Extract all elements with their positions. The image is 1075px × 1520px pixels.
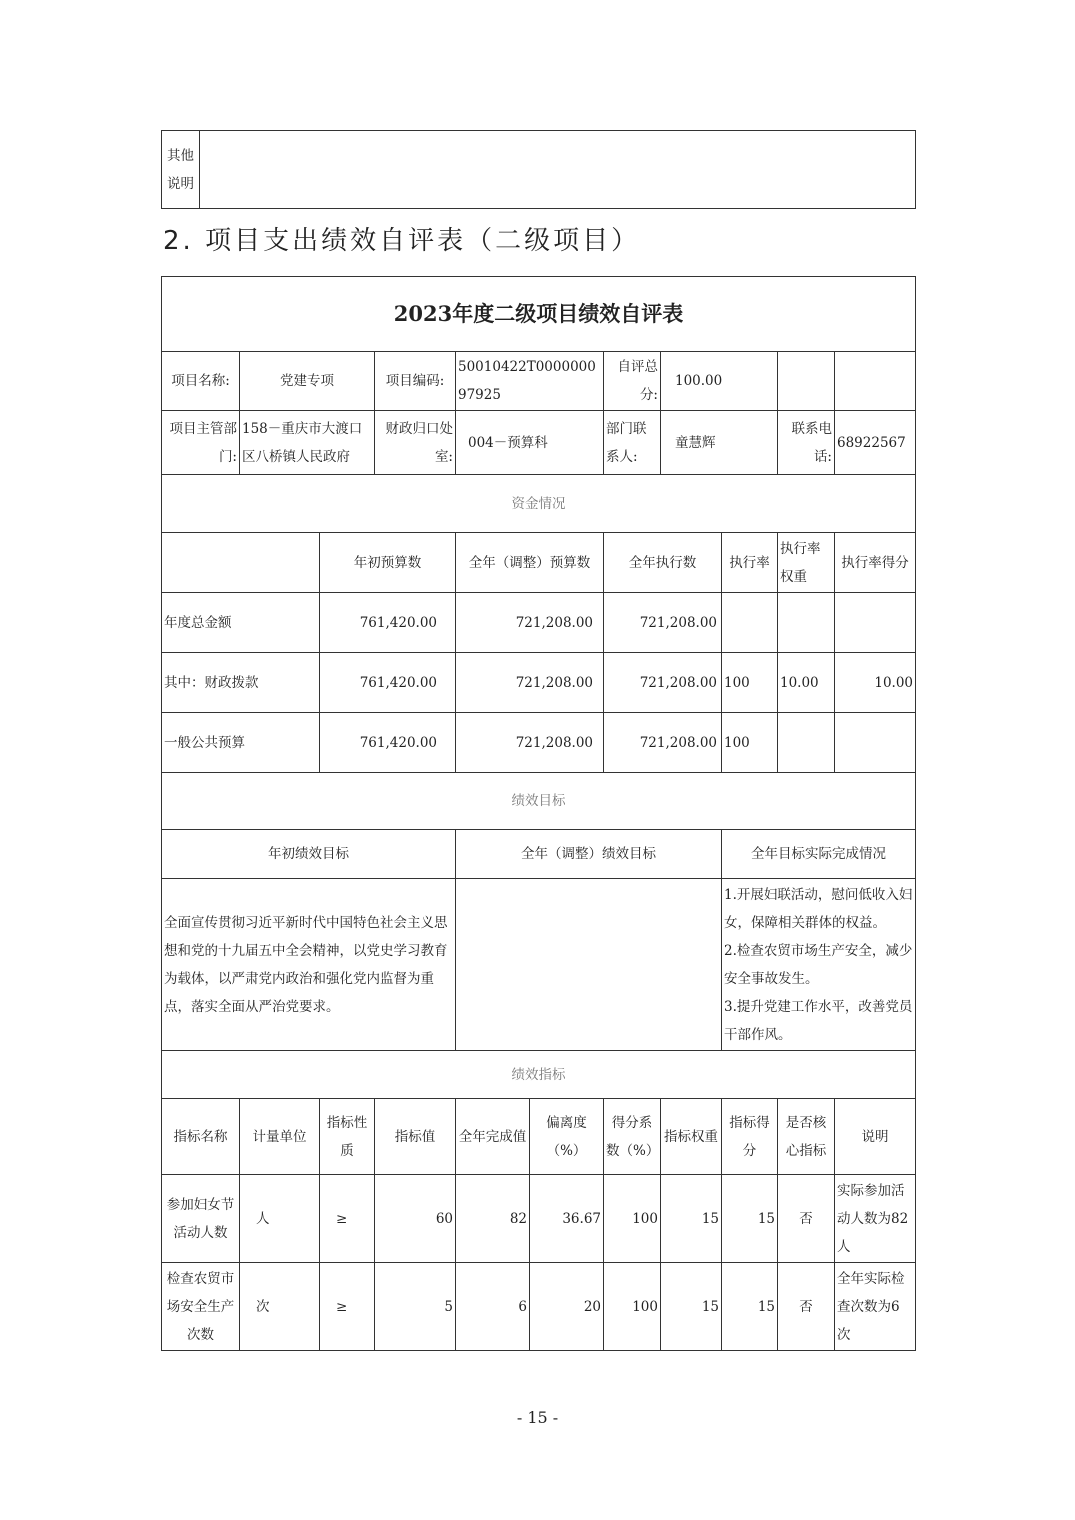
funds-adjusted: 721,208.00	[456, 713, 604, 773]
funds-initial: 761,420.00	[320, 593, 456, 653]
ind-header: 是否核心指标	[778, 1099, 835, 1175]
funds-executed: 721,208.00	[604, 593, 722, 653]
ind-weight: 15	[661, 1175, 722, 1263]
funds-initial: 761,420.00	[320, 713, 456, 773]
evaluation-table	[161, 276, 916, 1351]
page-number: - 15 -	[516, 1408, 559, 1427]
funds-row-label: 年度总金额	[162, 593, 320, 653]
ind-header: 得分系数（%）	[604, 1099, 661, 1175]
goals-actual-item: 3.提升党建工作水平，改善党员干部作风。	[724, 998, 913, 1043]
funds-score	[835, 713, 916, 773]
funds-section-label: 资金情况	[162, 475, 916, 533]
ind-weight: 15	[661, 1263, 722, 1351]
funds-header-initial: 年初预算数	[320, 533, 456, 593]
other-note-value	[200, 131, 916, 209]
empty-cell	[835, 352, 916, 411]
ind-name: 检查农贸市场安全生产次数	[162, 1263, 240, 1351]
funds-row-label: 其中：财政拨款	[162, 653, 320, 713]
funds-weight	[778, 713, 835, 773]
ind-actual: 82	[456, 1175, 530, 1263]
ind-note: 全年实际检查次数为6次	[835, 1263, 916, 1351]
funds-header-executed: 全年执行数	[604, 533, 722, 593]
ind-coefficient: 100	[604, 1175, 661, 1263]
ind-target: 60	[375, 1175, 456, 1263]
ind-note: 实际参加活动人数为82人	[835, 1175, 916, 1263]
funds-score: 10.00	[835, 653, 916, 713]
goals-initial-text: 全面宣传贯彻习近平新时代中国特色社会主义思想和党的十九届五中全会精神，以党史学习教育为载体，以严肃党内政治和强化党内监督为重点，落实全面从严治党要求。	[162, 879, 456, 1051]
goals-actual-text	[722, 879, 916, 1051]
goals-header-actual: 全年目标实际完成情况	[722, 830, 916, 879]
ind-header: 指标值	[375, 1099, 456, 1175]
ind-coefficient: 100	[604, 1263, 661, 1351]
funds-header-empty	[162, 533, 320, 593]
project-code-label: 项目编码:	[375, 352, 456, 411]
goals-actual-item: 2.检查农贸市场生产安全，减少安全事故发生。	[724, 942, 913, 987]
phone-label: 联系电话:	[778, 411, 835, 475]
ind-unit: 人	[240, 1175, 320, 1263]
indicators-section-label: 绩效指标	[162, 1051, 916, 1099]
table-row	[162, 1263, 916, 1351]
ind-header: 指标性质	[320, 1099, 375, 1175]
finance-office-label: 财政归口处室:	[375, 411, 456, 475]
ind-nature: ≥	[320, 1263, 375, 1351]
self-score-label: 自评总分:	[604, 352, 661, 411]
funds-weight	[778, 593, 835, 653]
section-heading: 2. 项目支出绩效自评表（二级项目）	[163, 226, 641, 256]
goals-actual-item: 1.开展妇联活动，慰问低收入妇女，保障相关群体的权益。	[724, 886, 913, 931]
goals-header-initial: 年初绩效目标	[162, 830, 456, 879]
ind-header: 说明	[835, 1099, 916, 1175]
table-row	[162, 1175, 916, 1263]
ind-score: 15	[722, 1263, 778, 1351]
ind-name: 参加妇女节活动人数	[162, 1175, 240, 1263]
ind-target: 5	[375, 1263, 456, 1351]
self-score-value: 100.00	[661, 352, 778, 411]
ind-header: 全年完成值	[456, 1099, 530, 1175]
table-row	[162, 593, 916, 653]
other-note-label: 其他 说明	[162, 131, 200, 209]
phone-value: 68922567	[835, 411, 916, 475]
funds-rate: 100	[722, 653, 778, 713]
funds-executed: 721,208.00	[604, 653, 722, 713]
table-row	[162, 653, 916, 713]
funds-rate: 100	[722, 713, 778, 773]
ind-header: 计量单位	[240, 1099, 320, 1175]
dept-label: 项目主管部门:	[162, 411, 240, 475]
ind-score: 15	[722, 1175, 778, 1263]
funds-header-score: 执行率得分	[835, 533, 916, 593]
form-title: 2023年度二级项目绩效自评表	[162, 277, 916, 352]
funds-header-adjusted: 全年（调整）预算数	[456, 533, 604, 593]
ind-core: 否	[778, 1175, 835, 1263]
ind-header: 指标得分	[722, 1099, 778, 1175]
ind-core: 否	[778, 1263, 835, 1351]
funds-rate	[722, 593, 778, 653]
funds-score	[835, 593, 916, 653]
ind-unit: 次	[240, 1263, 320, 1351]
funds-initial: 761,420.00	[320, 653, 456, 713]
funds-executed: 721,208.00	[604, 713, 722, 773]
funds-adjusted: 721,208.00	[456, 593, 604, 653]
dept-value: 158－重庆市大渡口区八桥镇人民政府	[240, 411, 375, 475]
ind-nature: ≥	[320, 1175, 375, 1263]
funds-row-label: 一般公共预算	[162, 713, 320, 773]
empty-cell	[778, 352, 835, 411]
funds-header-rate: 执行率	[722, 533, 778, 593]
finance-office-value: 004－预算科	[456, 411, 604, 475]
contact-value: 童慧辉	[661, 411, 778, 475]
ind-header: 指标权重	[661, 1099, 722, 1175]
ind-actual: 6	[456, 1263, 530, 1351]
table-row	[162, 713, 916, 773]
other-note-table	[161, 130, 916, 209]
contact-label: 部门联系人:	[604, 411, 661, 475]
ind-deviation: 36.67	[530, 1175, 604, 1263]
funds-adjusted: 721,208.00	[456, 653, 604, 713]
funds-header-weight: 执行率权重	[778, 533, 835, 593]
ind-header: 偏离度（%）	[530, 1099, 604, 1175]
goals-header-adjusted: 全年（调整）绩效目标	[456, 830, 722, 879]
ind-deviation: 20	[530, 1263, 604, 1351]
ind-header: 指标名称	[162, 1099, 240, 1175]
project-name-label: 项目名称:	[162, 352, 240, 411]
goals-adjusted-text	[456, 879, 722, 1051]
goals-section-label: 绩效目标	[162, 773, 916, 830]
funds-weight: 10.00	[778, 653, 835, 713]
project-name-value: 党建专项	[240, 352, 375, 411]
project-code-value: 50010422T000000097925	[456, 352, 604, 411]
